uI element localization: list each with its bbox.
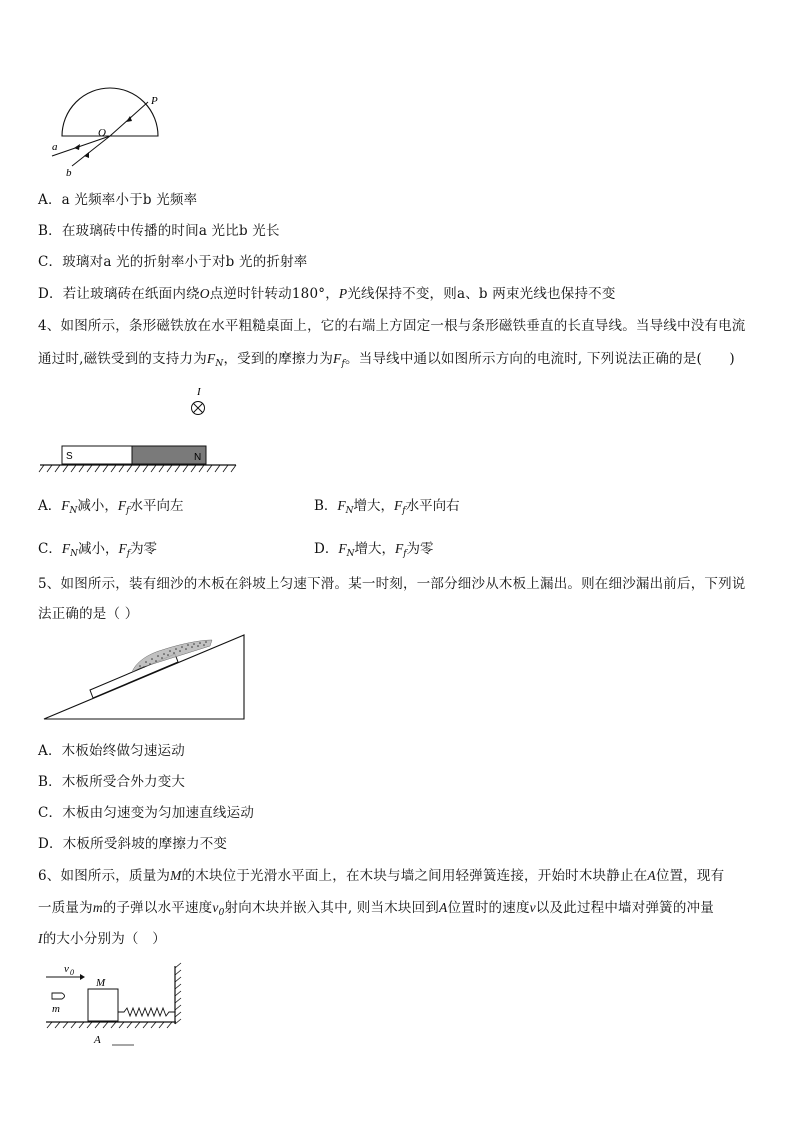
fig6-M-label: M [96,977,106,989]
q3-option-d: D．若让玻璃砖在纸面内绕O点逆时针转动180°，P光线保持不变，则a、b 两束光线也保持不变 [38,286,616,302]
q4-stem-line2: 通过时,磁铁受到的支持力为$F_N$，受到的摩擦力为$F_f$。当导线中通以如图所示方向的电流时, 下列说法正确的是( ) [38,351,735,369]
q5-stem-line2: 法正确的是（ ） [38,606,139,622]
q5-option-a: A．木板始终做匀速运动 [38,743,185,759]
q5-option-b: B．木板所受合外力变大 [38,774,186,790]
fig4-current-label: I [197,386,201,398]
fig6-m-label: m [52,1003,60,1015]
q4-option-a: A．$F_N$减小，$F_f$水平向左 [38,498,184,516]
q4-option-b: B．$F_N$增大，$F_f$水平向右 [314,498,460,516]
q5-figure [40,632,250,724]
fig4-s-pole: S [66,451,73,462]
q4-option-c: C．$F_N$减小，$F_f$为零 [38,541,158,559]
q3-option-c: C．玻璃对a 光的折射率小于对b 光的折射率 [38,254,308,270]
q5-option-c: C．木板由匀速变为匀加速直线运动 [38,805,255,821]
q6-stem-line3: I的大小分别为（ ） [38,931,167,947]
fig3-label-o: O [98,127,106,139]
q4-option-d: D．$F_N$增大，$F_f$为零 [314,541,434,559]
q3-option-a: A．a 光频率小于b 光频率 [38,192,198,208]
q3-figure [44,86,174,181]
q4-stem-line1: 4、如图所示，条形磁铁放在水平粗糙桌面上，它的右端上方固定一根与条形磁铁垂直的长直导线。当导线中没有电流 [38,318,746,334]
q6-figure [42,960,192,1050]
q5-stem-line1: 5、如图所示，装有细沙的木板在斜坡上匀速下滑。某一时刻，一部分细沙从木板上漏出。则在细沙漏出前后，下列说 [38,576,746,592]
q3-option-b: B．在玻璃砖中传播的时间a 光比b 光长 [38,223,280,239]
fig6-v-sub: 0 [70,968,74,977]
fig3-label-b: b [66,167,72,179]
fig3-label-a: a [52,141,58,153]
q6-stem-line2: 一质量为m的子弹以水平速度$v_0$射向木块并嵌入其中, 则当木块回到A位置时的速度v以及此过程中墙对弹簧的冲量 [38,900,714,918]
fig6-A-label: A [94,1034,101,1046]
q4-figure [36,384,246,476]
fig4-n-pole: N [194,452,202,463]
fig6-v-label: v [64,963,69,975]
fig3-label-p: P [151,95,158,107]
q6-stem-line1: 6、如图所示，质量为M的木块位于光滑水平面上，在木块与墙之间用轻弹簧连接，开始时木块静止在A位置，现有 [38,868,725,884]
q5-option-d: D．木板所受斜坡的摩擦力不变 [38,836,228,852]
